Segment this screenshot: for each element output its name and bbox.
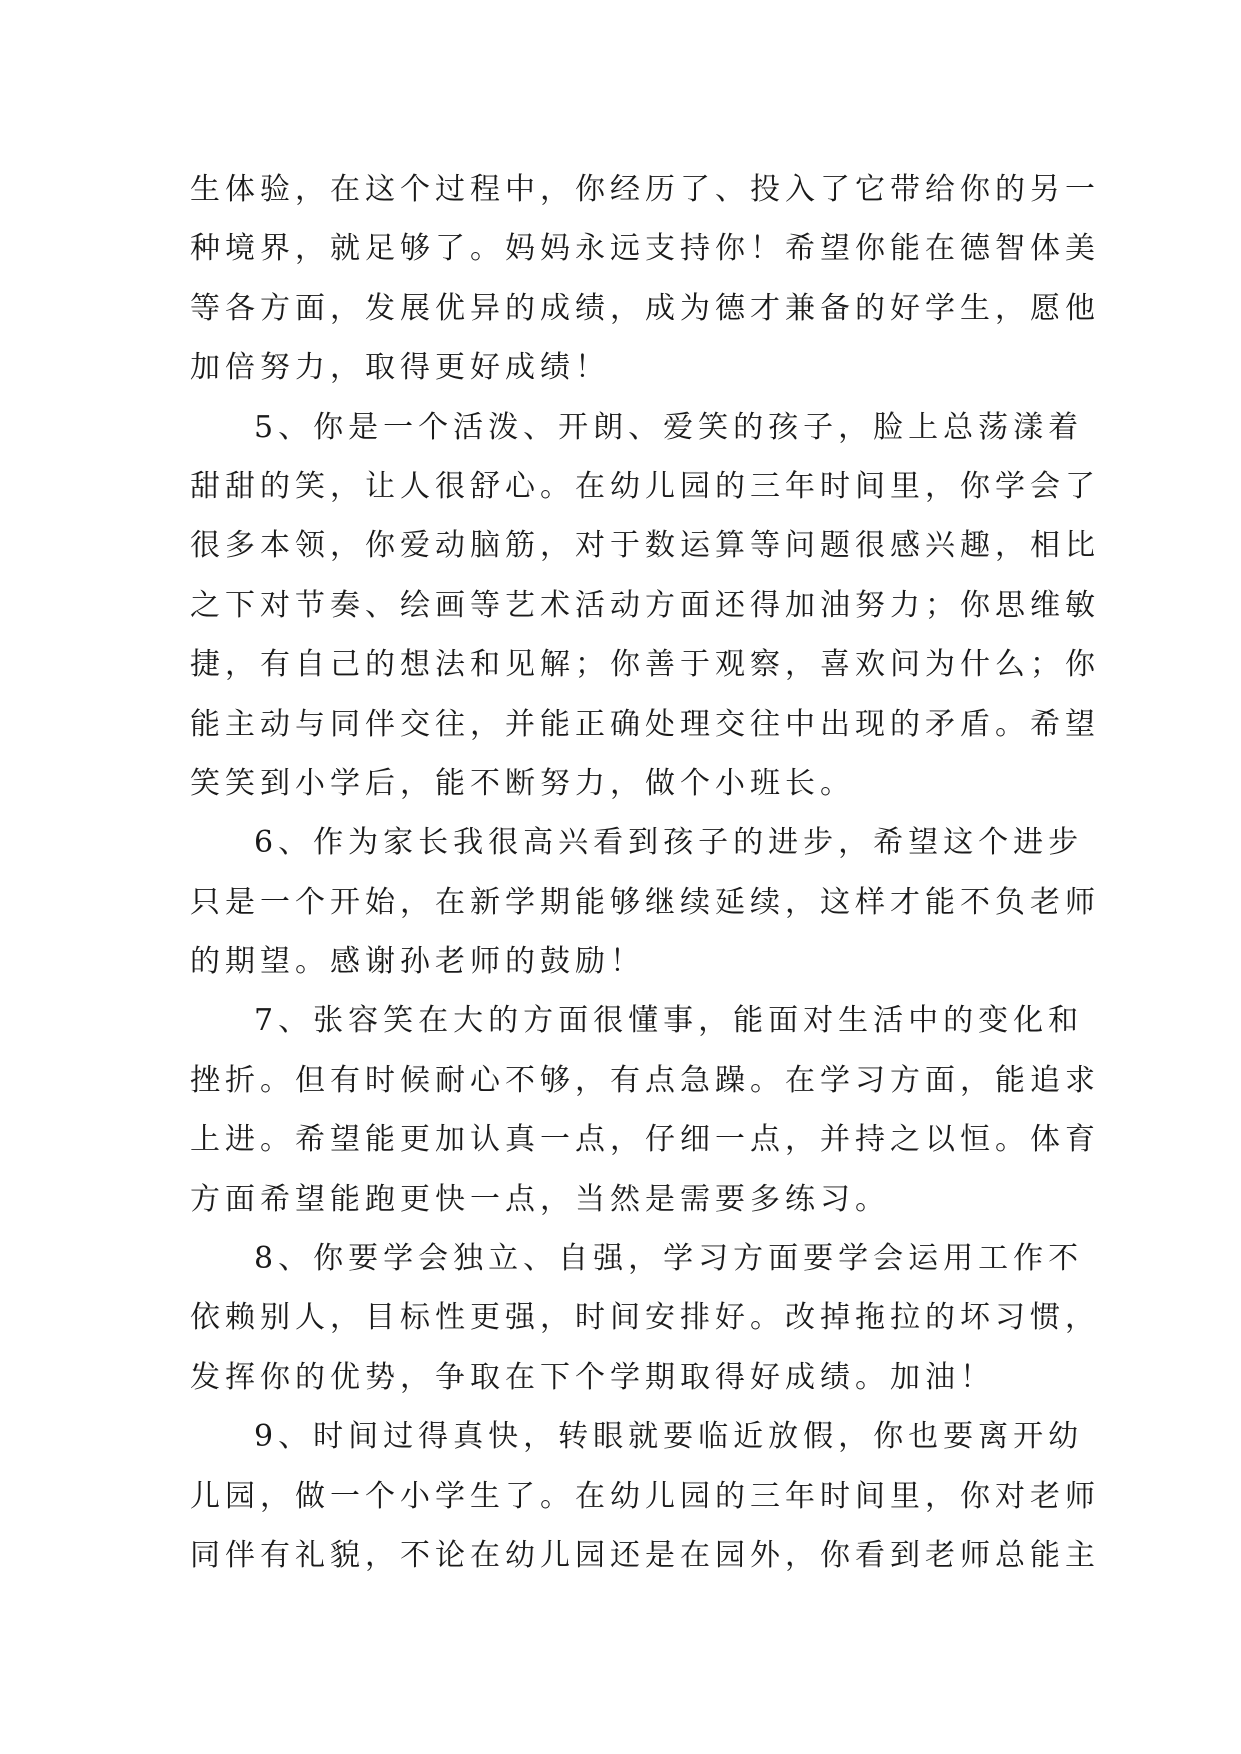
- text-line: 捷，有自己的想法和见解；你善于观察，喜欢问为什么；你: [190, 647, 1100, 683]
- paragraph-9-first-line: 9、时间过得真快，转眼就要临近放假，你也要离开幼: [254, 1419, 1084, 1455]
- text-line: 笑笑到小学后，能不断努力，做个小班长。: [190, 765, 855, 801]
- document-body: [190, 160, 1100, 1585]
- text-line: 方面希望能跑更快一点，当然是需要多练习。: [190, 1181, 890, 1217]
- text-line: 只是一个开始，在新学期能够继续延续，这样才能不负老师: [190, 884, 1100, 920]
- text-line: 很多本领，你爱动脑筋，对于数运算等问题很感兴趣，相比: [190, 528, 1100, 564]
- text-line: 上进。希望能更加认真一点，仔细一点，并持之以恒。体育: [190, 1122, 1100, 1158]
- text-line: 之下对节奏、绘画等艺术活动方面还得加油努力；你思维敏: [190, 587, 1100, 623]
- text-line: 能主动与同伴交往，并能正确处理交往中出现的矛盾。希望: [190, 706, 1100, 742]
- text-line: 加倍努力，取得更好成绩！: [190, 350, 610, 386]
- paragraph-5-first-line: 5、你是一个活泼、开朗、爱笑的孩子，脸上总荡漾着: [254, 409, 1084, 445]
- text-line: 挫折。但有时候耐心不够，有点急躁。在学习方面，能追求: [190, 1062, 1100, 1098]
- paragraph-8-first-line: 8、你要学会独立、自强，学习方面要学会运用工作不: [254, 1241, 1084, 1277]
- text-line: 同伴有礼貌，不论在幼儿园还是在园外，你看到老师总能主: [190, 1537, 1100, 1573]
- text-line: 生体验，在这个过程中，你经历了、投入了它带给你的另一: [190, 172, 1100, 207]
- text-line: 儿园，做一个小学生了。在幼儿园的三年时间里，你对老师: [190, 1478, 1100, 1514]
- text-line: 等各方面，发展优异的成绩，成为德才兼备的好学生，愿他: [190, 290, 1100, 326]
- text-line: 种境界，就足够了。妈妈永远支持你！希望你能在德智体美: [190, 231, 1100, 267]
- text-line: 的期望。感谢孙老师的鼓励！: [190, 944, 645, 980]
- text-line: 依赖别人，目标性更强，时间安排好。改掉拖拉的坏习惯，: [190, 1300, 1100, 1336]
- paragraph-6-first-line: 6、作为家长我很高兴看到孩子的进步，希望这个进步: [254, 825, 1084, 861]
- paragraph-7-first-line: 7、张容笑在大的方面很懂事，能面对生活中的变化和: [254, 1003, 1084, 1039]
- text-line: 甜甜的笑，让人很舒心。在幼儿园的三年时间里，你学会了: [190, 468, 1100, 504]
- text-line: 发挥你的优势，争取在下个学期取得好成绩。加油！: [190, 1359, 995, 1395]
